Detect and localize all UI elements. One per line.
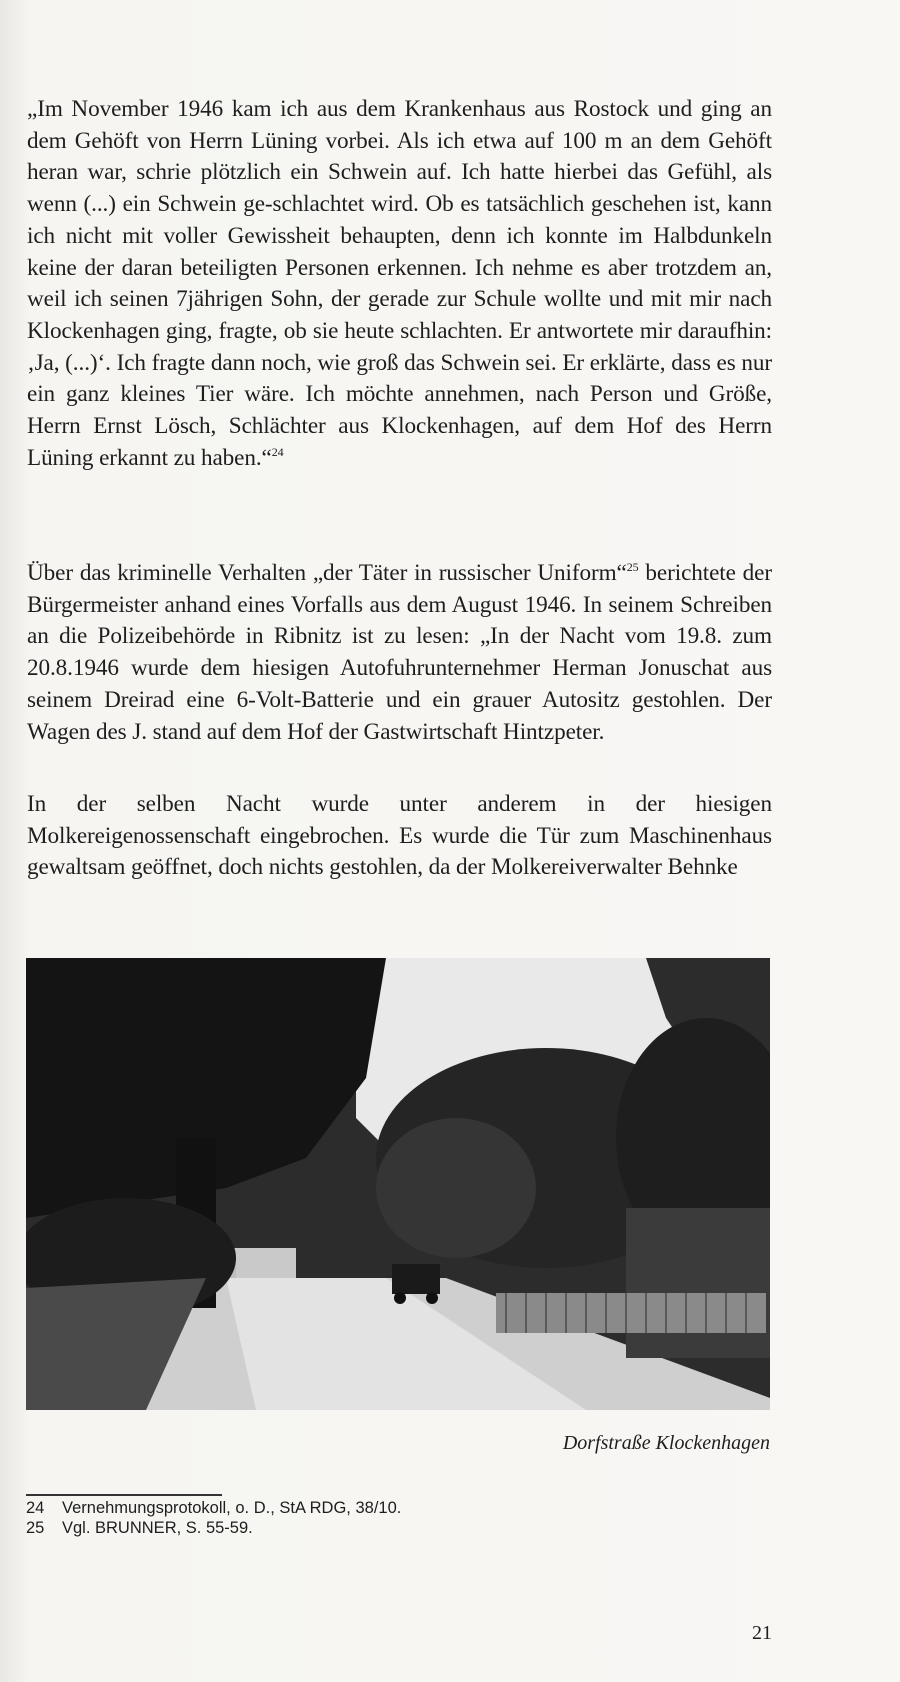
footnote-number: 25 [26, 1519, 45, 1537]
footnote-divider [26, 1494, 222, 1496]
photo-illustration [26, 958, 770, 1410]
footnote-24 [26, 1498, 401, 1518]
village-street-photo [26, 958, 770, 1410]
report-paragraph [27, 558, 772, 748]
photo-caption: Dorfstraße Klockenhagen [562, 1432, 770, 1454]
quote-paragraph [27, 94, 772, 474]
footnote-ref-25: 25 [626, 560, 639, 574]
quote-text: „Im November 1946 kam ich aus dem Krankenhaus aus Rostock und ging an dem Gehöft von Herrn Lüning vorbei. Als ich etwa auf 100 m an dem Gehöft heran war, schrie plötzlich ein Schwein auf. Ich hatte hierbei das Gefühl, als wenn (...) ein Schwein ge-schlachtet wird. Ob es tatsächlich geschehen ist, kann ich nicht mit voller Gewissheit behaupten, denn ich konnte im Halbdunkeln keine der daran beteiligten Personen erkennen. Ich nehme es aber trotzdem an, weil ich seinen 7jährigen Sohn, der gerade zur Schule wollte und mit mir nach Klockenhagen ging, fragte, ob sie heute schlachten. Er antwortete mir daraufhin: ‚Ja, (...)‘. Ich fragte dann noch, wie groß das Schwein sei. Er erklärte, dass es nur ein ganz kleines Tier wäre. Ich möchte annehmen, nach Person und Größe, Herrn Ernst Lösch, Schlächter aus Klockenhagen, auf dem Hof des Herrn Lüning erkannt zu haben.“ [27, 96, 772, 471]
footnote-text: Vgl. BRUNNER, S. 55-59. [62, 1519, 253, 1537]
continuation-paragraph: In der selben Nacht wurde unter anderem in der hiesigen Molkereigenossenschaft eingebrochen. Es wurde die Tür zum Maschinenhaus gewaltsam geöffnet, doch nichts gestohlen, da der Molkereiverwalter Behnke [27, 791, 772, 881]
footnote-25 [26, 1518, 401, 1538]
footnote-text: Vernehmungsprotokoll, o. D., StA RDG, 38/10. [62, 1499, 402, 1517]
page-number: 21 [752, 1622, 772, 1644]
report-text-start: Über das kriminelle Verhalten „der Täter in russischer Uniform“ [27, 560, 627, 586]
report-text-rest: berichtete der Bürgermeister anhand eines Vorfalls aus dem August 1946. In seinem Schreiben an die Polizeibehörde in Ribnitz ist zu lesen: „In der Nacht vom 19.8. zum 20.8.1946 wurde dem hiesigen Autofuhrunternehmer Herman Jonuschat aus seinem Dreirad eine 6-Volt-Batterie und ein grauer Autositz gestohlen. Der Wagen des J. stand auf dem Hof der Gastwirtschaft Hintzpeter. [27, 560, 772, 745]
footnotes [26, 1498, 401, 1538]
footnote-number: 24 [26, 1499, 45, 1517]
footnote-ref-24: 24 [271, 444, 284, 459]
